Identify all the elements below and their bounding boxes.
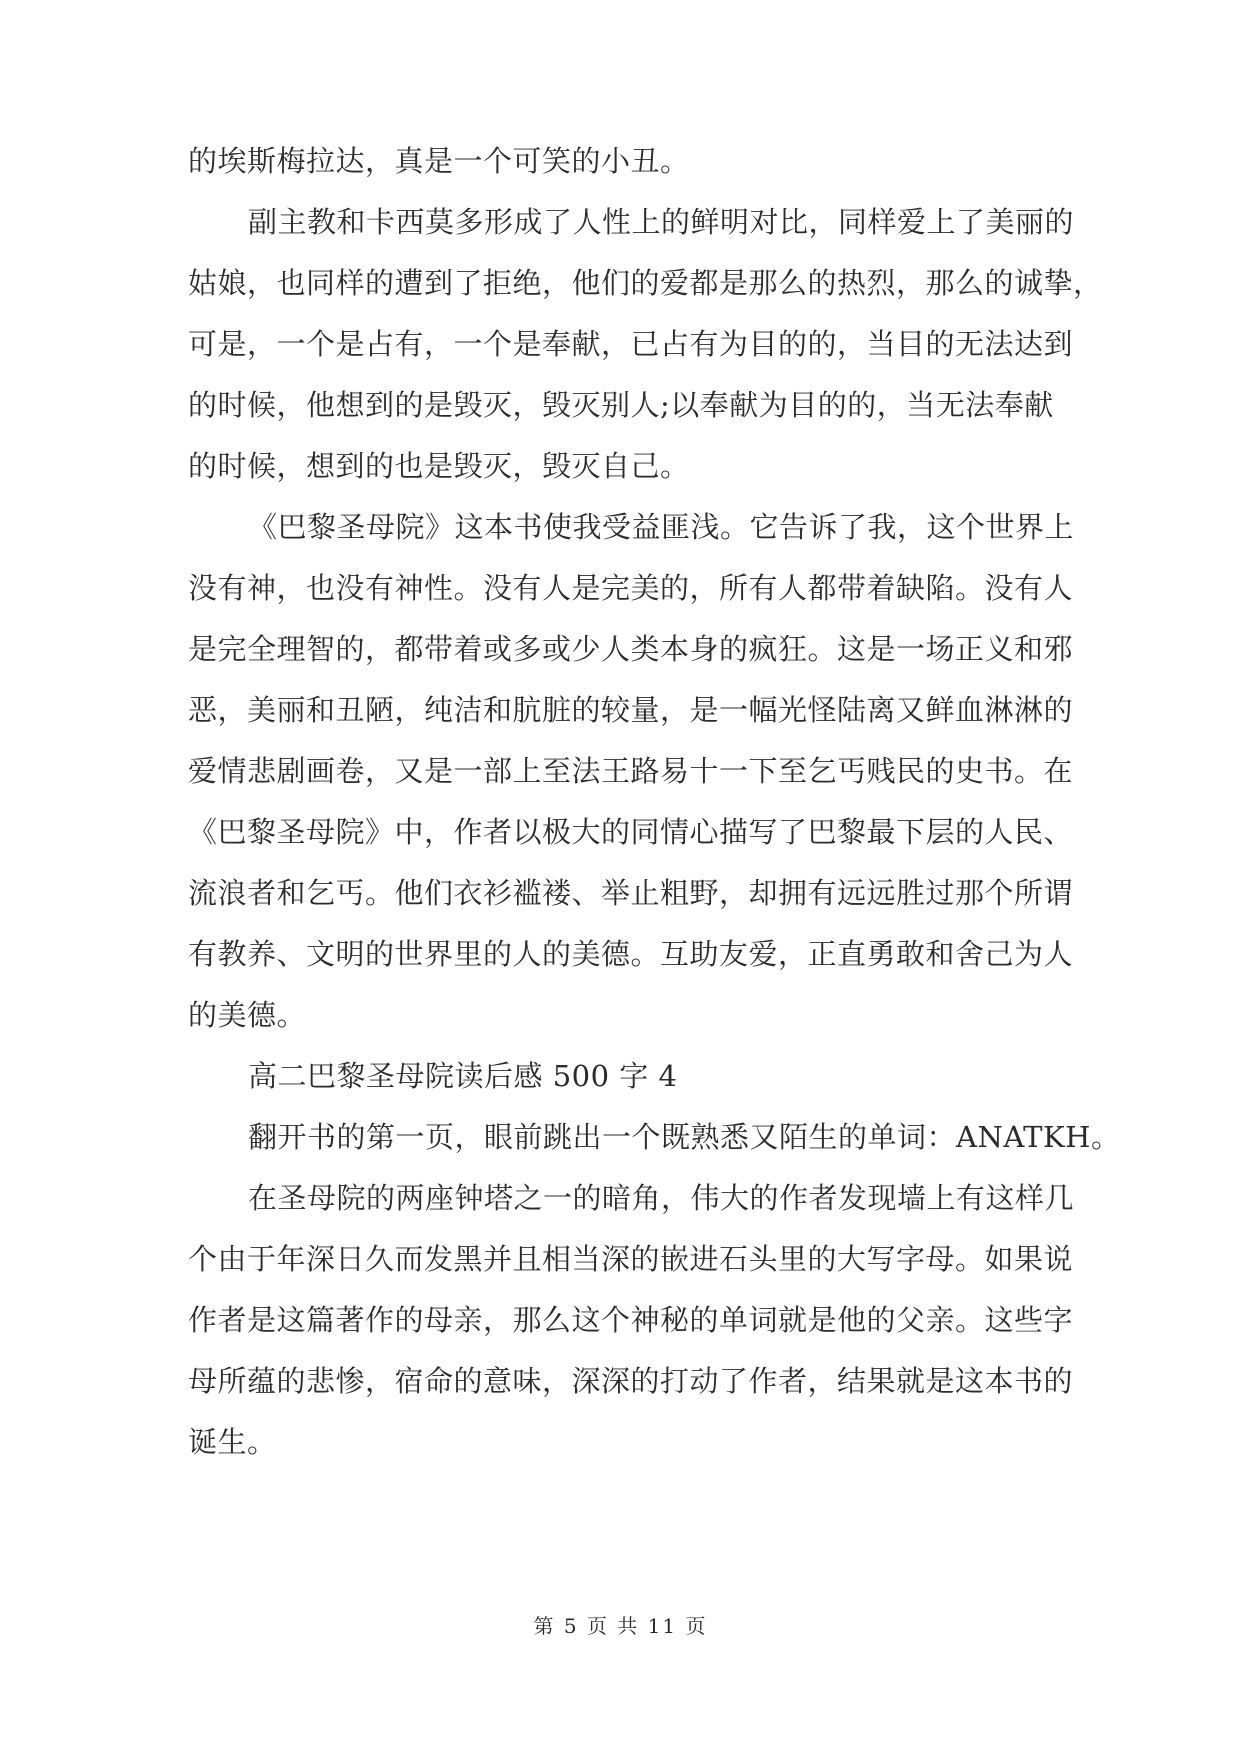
paragraph-5-line-4: 母所蕴的悲惨，宿命的意味，深深的打动了作者，结果就是这本书的: [188, 1364, 1074, 1398]
paragraph-2-line-3: 可是，一个是占有，一个是奉献，已占有为目的的，当目的无法达到: [188, 327, 1074, 361]
paragraph-1-line-1: 的埃斯梅拉达，真是一个可笑的小丑。: [188, 144, 690, 178]
paragraph-3-line-9: 的美德。: [188, 998, 307, 1032]
paragraph-5-line-1: 在圣母院的两座钟塔之一的暗角，伟大的作者发现墙上有这样几: [248, 1181, 1075, 1215]
paragraph-2-line-4: 的时候，他想到的是毁灭，毁灭别人;以奉献为目的的，当无法奉献: [188, 388, 1054, 422]
paragraph-3-line-1: 《巴黎圣母院》这本书使我受益匪浅。它告诉了我，这个世界上: [248, 510, 1075, 544]
paragraph-3-line-7: 流浪者和乞丐。他们衣衫褴褛、举止粗野，却拥有远远胜过那个所谓: [188, 876, 1074, 910]
paragraph-3-line-8: 有教养、文明的世界里的人的美德。互助友爱，正直勇敢和舍己为人: [188, 937, 1074, 971]
paragraph-2-line-5: 的时候，想到的也是毁灭，毁灭自己。: [188, 449, 690, 483]
paragraph-3-line-6: 《巴黎圣母院》中，作者以极大的同情心描写了巴黎最下层的人民、: [188, 815, 1074, 849]
paragraph-3-line-5: 爱情悲剧画卷，又是一部上至法王路易十一下至乞丐贱民的史书。在: [188, 754, 1074, 788]
paragraph-2-line-2: 姑娘，也同样的遭到了拒绝，他们的爱都是那么的热烈，那么的诚挚，: [188, 266, 1103, 300]
section-heading: 高二巴黎圣母院读后感 500 字 4: [248, 1059, 678, 1093]
paragraph-3-line-2: 没有神，也没有神性。没有人是完美的，所有人都带着缺陷。没有人: [188, 571, 1074, 605]
paragraph-5-line-5: 诞生。: [188, 1425, 277, 1459]
paragraph-2-line-1: 副主教和卡西莫多形成了人性上的鲜明对比，同样爱上了美丽的: [248, 205, 1075, 239]
page-number-footer: 第 5 页 共 11 页: [533, 1614, 708, 1638]
paragraph-5-line-2: 个由于年深日久而发黑并且相当深的嵌进石头里的大写字母。如果说: [188, 1242, 1074, 1276]
paragraph-3-line-3: 是完全理智的，都带着或多或少人类本身的疯狂。这是一场正义和邪: [188, 632, 1074, 666]
paragraph-5-line-3: 作者是这篇著作的母亲，那么这个神秘的单词就是他的父亲。这些字: [188, 1303, 1074, 1337]
paragraph-4-line-1: 翻开书的第一页，眼前跳出一个既熟悉又陌生的单词：ANATKH。: [248, 1120, 1121, 1154]
paragraph-3-line-4: 恶，美丽和丑陋，纯洁和肮脏的较量，是一幅光怪陆离又鲜血淋淋的: [188, 693, 1074, 727]
